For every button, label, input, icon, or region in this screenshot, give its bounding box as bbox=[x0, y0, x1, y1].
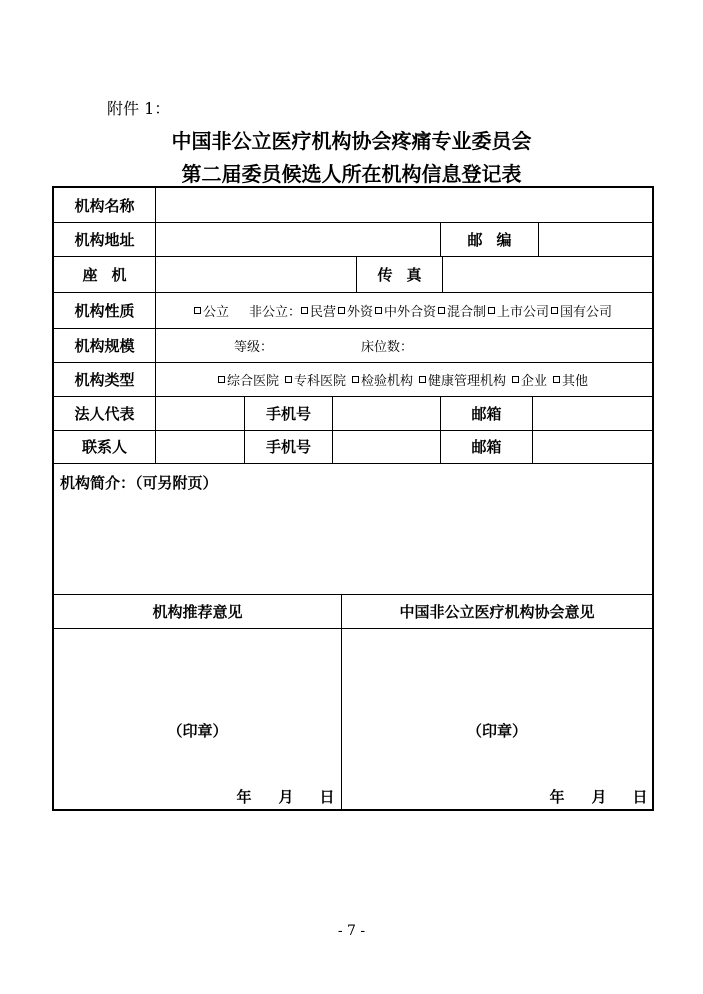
postcode-field[interactable] bbox=[539, 222, 652, 256]
intro-label: 机构简介：（可另附页） bbox=[60, 473, 218, 492]
attachment-label: 附件 1： bbox=[107, 99, 171, 118]
association-seal: （印章） bbox=[466, 721, 527, 740]
checkbox-icon bbox=[338, 307, 345, 314]
checkbox-icon bbox=[285, 376, 292, 383]
contact-field[interactable] bbox=[156, 430, 244, 463]
checkbox-icon bbox=[419, 376, 426, 383]
org-nature-options bbox=[156, 292, 652, 328]
nature-option-foreign[interactable]: 外资 bbox=[338, 301, 373, 320]
org-name-label: 机构名称 bbox=[74, 196, 135, 215]
checkbox-icon bbox=[194, 307, 201, 314]
type-option-health-mgmt[interactable]: 健康管理机构 bbox=[419, 370, 506, 389]
recommendation-header: 机构推荐意见 bbox=[152, 602, 243, 621]
org-type-options bbox=[156, 362, 652, 396]
contact-email-label: 邮箱 bbox=[471, 438, 502, 456]
assoc-year-label: 年 bbox=[549, 787, 565, 806]
fax-label: 传真 bbox=[377, 265, 436, 284]
rec-year-label: 年 bbox=[236, 787, 252, 806]
org-type-label: 机构类型 bbox=[74, 370, 135, 389]
legal-rep-email-field[interactable] bbox=[533, 396, 652, 430]
association-opinion-header: 中国非公立医疗机构协会意见 bbox=[399, 602, 595, 621]
type-option-specialty-hospital[interactable]: 专科医院 bbox=[285, 370, 346, 389]
contact-email-field[interactable] bbox=[533, 430, 652, 463]
legal-rep-mobile-field[interactable] bbox=[333, 396, 440, 430]
nature-option-private[interactable]: 民营 bbox=[301, 301, 336, 320]
type-option-enterprise[interactable]: 企业 bbox=[512, 370, 547, 389]
checkbox-icon bbox=[352, 376, 359, 383]
form-title-line1: 中国非公立医疗机构协会疼痛专业委员会 bbox=[171, 129, 532, 153]
landline-label: 座机 bbox=[82, 265, 141, 284]
scale-grade-label: 等级： bbox=[234, 339, 274, 355]
nature-option-joint-venture[interactable]: 中外合资 bbox=[375, 301, 436, 320]
recommendation-seal: （印章） bbox=[167, 721, 228, 740]
assoc-day-label: 日 bbox=[632, 787, 648, 806]
rec-day-label: 日 bbox=[319, 787, 335, 806]
org-scale-label: 机构规模 bbox=[74, 336, 135, 355]
fax-field[interactable] bbox=[443, 256, 652, 292]
org-address-label: 机构地址 bbox=[74, 230, 135, 249]
checkbox-icon bbox=[551, 307, 558, 314]
contact-mobile-field[interactable] bbox=[333, 430, 440, 463]
nature-option-listed[interactable]: 上市公司 bbox=[488, 301, 549, 320]
type-option-other[interactable]: 其他 bbox=[553, 370, 588, 389]
contact-mobile-label: 手机号 bbox=[265, 438, 311, 456]
legal-rep-label: 法人代表 bbox=[74, 404, 135, 423]
org-address-field[interactable] bbox=[156, 222, 440, 256]
checkbox-icon bbox=[301, 307, 308, 314]
rec-month-label: 月 bbox=[278, 787, 294, 806]
checkbox-icon bbox=[375, 307, 382, 314]
nature-option-mixed[interactable]: 混合制 bbox=[438, 301, 486, 320]
checkbox-icon bbox=[512, 376, 519, 383]
legal-rep-mobile-label: 手机号 bbox=[265, 404, 311, 423]
contact-label: 联系人 bbox=[81, 438, 127, 456]
checkbox-icon bbox=[438, 307, 445, 314]
checkbox-icon bbox=[553, 376, 560, 383]
postcode-label: 邮编 bbox=[467, 230, 526, 249]
landline-field[interactable] bbox=[156, 256, 356, 292]
assoc-month-label: 月 bbox=[591, 787, 607, 806]
nature-nonpublic-prefix: 非公立： bbox=[248, 304, 301, 320]
page-number: - 7 - bbox=[337, 923, 366, 939]
org-nature-label: 机构性质 bbox=[74, 301, 135, 320]
scale-beds-label: 床位数： bbox=[361, 339, 414, 355]
type-option-lab[interactable]: 检验机构 bbox=[352, 370, 413, 389]
legal-rep-email-label: 邮箱 bbox=[471, 404, 502, 423]
form-title-line2: 第二届委员候选人所在机构信息登记表 bbox=[181, 162, 522, 186]
registration-form-table bbox=[52, 186, 654, 811]
checkbox-icon bbox=[488, 307, 495, 314]
nature-option-state-owned[interactable]: 国有公司 bbox=[551, 301, 612, 320]
type-option-general-hospital[interactable]: 综合医院 bbox=[218, 370, 279, 389]
nature-option-public[interactable]: 公立 bbox=[194, 301, 229, 320]
checkbox-icon bbox=[218, 376, 225, 383]
legal-rep-field[interactable] bbox=[156, 396, 244, 430]
org-name-field[interactable] bbox=[156, 188, 652, 222]
intro-field[interactable] bbox=[54, 493, 652, 593]
